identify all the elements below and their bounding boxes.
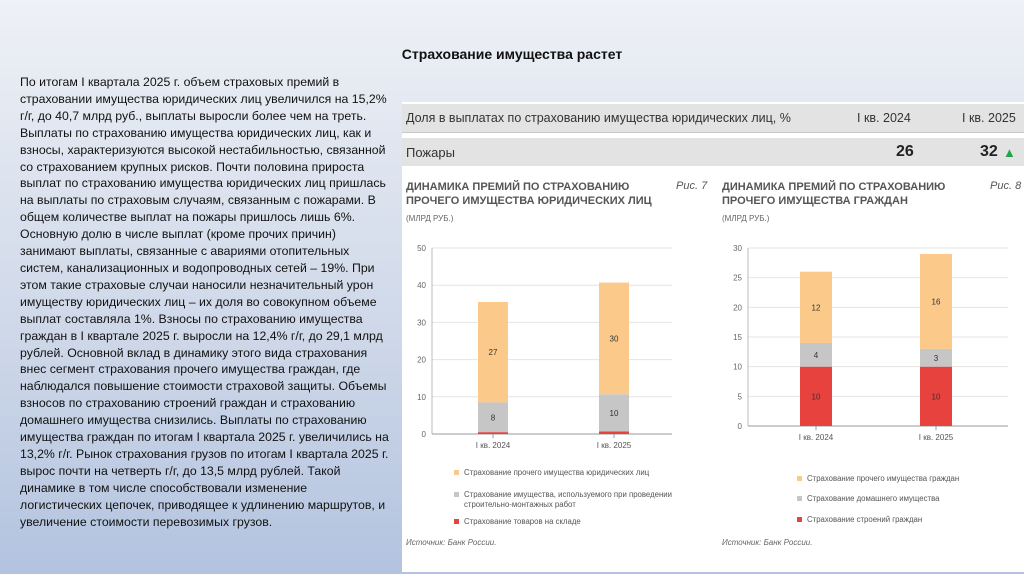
y-tick-label: 20 bbox=[733, 303, 742, 313]
y-tick-label: 0 bbox=[421, 430, 426, 439]
y-tick-label: 0 bbox=[737, 422, 742, 431]
bar-value-label: 30 bbox=[609, 334, 619, 344]
bar-segment-red bbox=[599, 431, 629, 434]
chart1-fig: Рис. 7 bbox=[676, 180, 708, 192]
y-tick-label: 10 bbox=[417, 392, 426, 402]
y-tick-label: 20 bbox=[417, 355, 426, 365]
chart1-plot bbox=[402, 228, 702, 458]
x-tick-label: I кв. 2024 bbox=[798, 433, 834, 442]
table-row-fires bbox=[402, 138, 1024, 166]
body-paragraph: По итогам I квартала 2025 г. объем страховых премий в страховании имущества юридических лиц увеличился на 15,2% г/г, до 40,7 млрд руб., выплаты выросли более чем на треть. Выплаты по страхованию имущества юридических лиц, как и взносы, характеризуются высокой нестабильностью, связанной со страхованием крупных рисков. Почти половина прироста выплат по страхованию имущества юридических лиц пришлась на выплаты по страховым случаям, связанным с пожарами. В общем количестве выплат на пожары пришлось лишь 6%. Основную долю в числе выплат (кроме прочих причин) занимают выплаты, связанные с авариями отопительных систем, канализационных и водопроводных сетей – 19%. При этом такие страховые случаи наносили незначительный урон имуществу юридических лиц – их доля во совокупном объеме выплат составляла 1%. Взносы по страхованию имущества граждан в I квартале 2025 г. выросли на 12,4% г/г, до 29,1 млрд рублей. Основной вклад в динамику этого вида страхования внес сегмент страхования прочего имущества граждан, где наблюдался повышение стоимости страховой защиты. Объемы взносов по страхованию строений граждан и страхованию домашнего имущества снизились. Выплаты по страхованию имущества граждан по итогам I квартала 2025 г. увеличились на 13,2% г/г. Рынок страхования грузов по итогам I квартала 2025 г. вырос почти на четверть г/г, до 13,5 млрд рублей. Такой динамике в том числе способствовали изменение логистических цепочек, приводящее к удлинению маршрутов, и увеличение стоимости перевозимых грузов. bbox=[20, 75, 389, 529]
bar-segment-red bbox=[478, 432, 508, 434]
table-col-2024: I кв. 2024 bbox=[857, 111, 911, 125]
y-tick-label: 40 bbox=[417, 281, 426, 291]
fires-value-2024: 26 bbox=[896, 143, 914, 160]
legend-label: Страхование имущества, используемого при проведении строительно-монтажных работ bbox=[464, 490, 672, 509]
bar-value-label: 10 bbox=[609, 408, 619, 418]
table-header-label: Доля в выплатах по страхованию имущества юридических лиц, % bbox=[406, 111, 791, 125]
bar-value-label: 8 bbox=[490, 413, 496, 423]
bar-value-label: 3 bbox=[933, 353, 939, 363]
y-tick-label: 50 bbox=[417, 244, 426, 253]
legend-label: Страхование прочего имущества юридических лиц bbox=[464, 468, 650, 477]
y-tick-label: 30 bbox=[417, 318, 426, 328]
infographic-panel bbox=[402, 102, 1024, 572]
y-tick-label: 30 bbox=[733, 244, 742, 253]
y-tick-label: 5 bbox=[737, 392, 742, 402]
y-tick-label: 15 bbox=[733, 333, 742, 342]
chart1-source: Источник: Банк России. bbox=[406, 538, 497, 547]
legend-label: Страхование товаров на складе bbox=[464, 517, 581, 526]
bar-value-label: 4 bbox=[813, 350, 819, 360]
legend-swatch bbox=[797, 517, 802, 522]
chart2-unit: (МЛРД РУБ.) bbox=[722, 214, 770, 223]
chart2-title: ДИНАМИКА ПРЕМИЙ ПО СТРАХОВАНИЮ ПРОЧЕГО ИМУЩЕСТВА ГРАЖДАН bbox=[722, 181, 946, 207]
x-tick-label: I кв. 2025 bbox=[918, 433, 954, 442]
legend-label: Страхование строений граждан bbox=[807, 515, 923, 524]
bar-value-label: 27 bbox=[488, 348, 498, 358]
bar-value-label: 16 bbox=[931, 297, 941, 307]
chart1-title: ДИНАМИКА ПРЕМИЙ ПО СТРАХОВАНИЮ ПРОЧЕГО ИМУЩЕСТВА ЮРИДИЧЕСКИХ ЛИЦ bbox=[406, 181, 652, 207]
bar-value-label: 10 bbox=[811, 392, 821, 402]
legend-swatch bbox=[797, 496, 802, 501]
y-tick-label: 25 bbox=[733, 273, 742, 283]
legend-swatch bbox=[454, 470, 459, 475]
table-header-row bbox=[402, 104, 1024, 133]
chart2-fig: Рис. 8 bbox=[990, 180, 1022, 192]
chart1-unit: (МЛРД РУБ.) bbox=[406, 214, 454, 223]
y-tick-label: 10 bbox=[733, 362, 742, 372]
legend-label: Страхование прочего имущества граждан bbox=[807, 474, 960, 483]
legend-label: Страхование домашнего имущества bbox=[807, 494, 940, 503]
legend-swatch bbox=[454, 519, 459, 524]
legend-swatch bbox=[454, 492, 459, 497]
row-label-fires: Пожары bbox=[406, 145, 455, 160]
bar-value-label: 12 bbox=[811, 303, 821, 313]
chart2-source: Источник: Банк России. bbox=[722, 538, 813, 547]
fires-value-2025: 32 bbox=[980, 143, 998, 160]
chart2-plot bbox=[718, 228, 1020, 458]
bar-value-label: 10 bbox=[931, 392, 941, 402]
x-tick-label: I кв. 2024 bbox=[475, 441, 511, 450]
x-tick-label: I кв. 2025 bbox=[596, 441, 632, 450]
legend-swatch bbox=[797, 476, 802, 481]
trend-up-icon: ▲ bbox=[1003, 145, 1016, 160]
slide-title: Страхование имущества растет bbox=[401, 46, 623, 62]
table-col-2025: I кв. 2025 bbox=[962, 111, 1016, 125]
